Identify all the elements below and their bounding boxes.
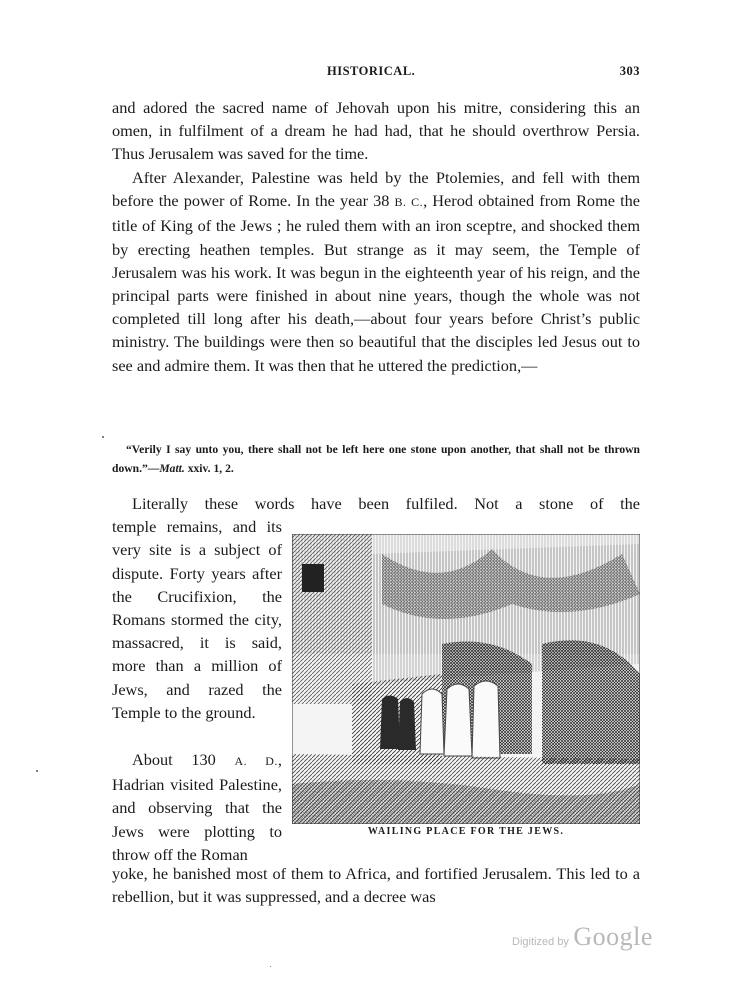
running-header	[112, 64, 640, 84]
paragraph-2-part1: After Alexander, Palestine was held by the Ptolemies, and fell with them before the power of Rome. In the year 38	[112, 168, 640, 211]
engraving-wailing-place	[292, 534, 640, 840]
quote-text: “Verily I say unto you, there shall not be left here one stone upon another, that shall not be thrown down.”—	[112, 443, 640, 475]
scripture-quote	[112, 440, 640, 478]
paragraph-5-text: yoke, he banished most of them to Africa, and fortified Jerusalem. This led to a rebellion, but it was suppressed, and a decree was	[112, 864, 640, 907]
paragraph-4-part1: About 130	[132, 750, 216, 769]
print-speck	[36, 770, 38, 772]
paragraph-3-line1: Literally these words have been fulfiled. Not a stone of the	[132, 494, 640, 513]
paragraph-2	[112, 166, 640, 377]
running-title: HISTORICAL.	[327, 64, 416, 78]
print-speck	[102, 436, 104, 438]
paragraph-1	[112, 96, 640, 166]
era-bc: B. C.	[394, 195, 424, 210]
engraving-illustration	[292, 534, 640, 824]
digitized-watermark	[512, 922, 653, 952]
paragraph-1-text: and adored the sacred name of Jehovah upon his mitre, considering this an omen, in fulfilment of a dream he had had, that he should overthrow Persia. Thus Jerusalem was saved for the time.	[112, 98, 640, 164]
print-speck	[270, 966, 271, 967]
paragraph-3-narrow: temple remains, and its very site is a subject of dispute. Forty years after the Crucifixion, the Romans stormed the city, massacred, it is said, more than a million of Jews, and razed the Temple to the ground.	[112, 517, 282, 722]
era-ad: A. D.	[234, 754, 278, 768]
paragraph-4-part2: , Hadrian visited Palestine, and observing that the Jews were plotting to throw off the Roman	[112, 750, 282, 864]
watermark-prefix: Digitized by	[512, 936, 569, 948]
paragraph-5	[112, 862, 640, 908]
paragraph-2-part2: , Herod obtained from Rome the title of King of the Jews ; he ruled them with an iron sceptre, and shocked them by erecting heathen temples. But strange as it may seem, the Temple of Jerusalem was his work. It was begun in the eighteenth year of his reign, and the principal parts were finished in about nine years, though the whole was not completed till long after his death,—about four years before Christ’s public ministry. The buildings were then so beautiful that the disciples led Jesus out to see and admire them. It was then that he uttered the prediction,—	[112, 191, 640, 375]
page-number: 303	[619, 64, 640, 78]
google-logo: Google	[573, 922, 653, 951]
figure-caption: WAILING PLACE FOR THE JEWS.	[367, 826, 565, 837]
quote-reference-tail: xxiv. 1, 2.	[184, 462, 234, 475]
quote-reference: Matt.	[159, 462, 185, 475]
